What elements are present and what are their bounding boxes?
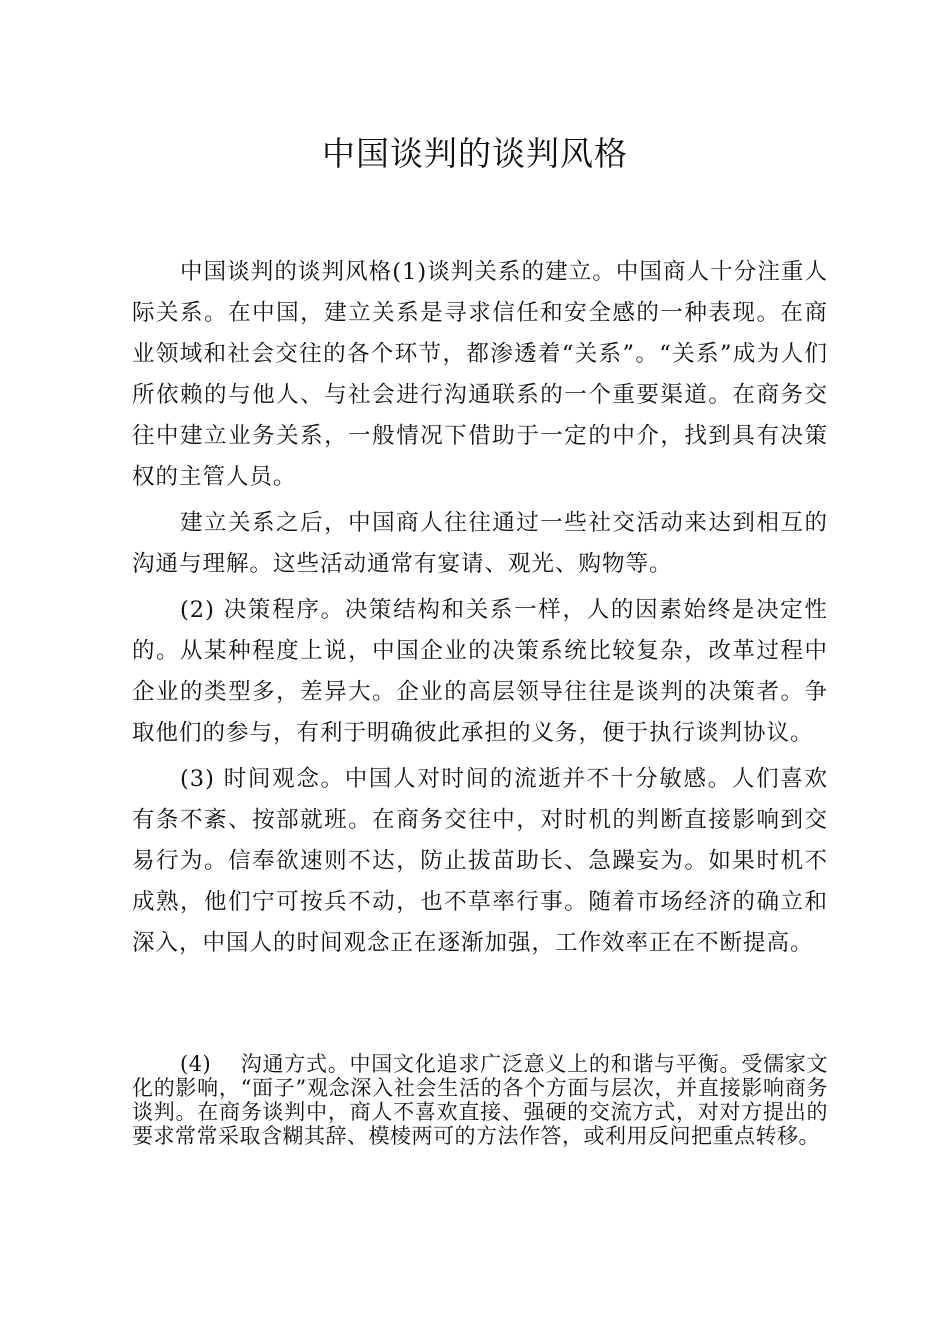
paragraph-time-concept: (3) 时间观念。中国人对时间的流逝并不十分敏感。人们喜欢有条不紊、按部就班。在商务交往中，对时机的判断直接影响到交易行为。信奉欲速则不达，防止拔苗助长、急躁妄为。如果时机不成熟，他们宁可按兵不动，也不草率行事。随着市场经济的确立和深入，中国人的时间观念正在逐渐加强，工作效率正在不断提高。: [132, 766, 828, 956]
document-body: [132, 252, 828, 964]
document-title: 中国谈判的谈判风格: [322, 134, 628, 173]
paragraph-decision-process: (2) 决策程序。决策结构和关系一样，人的因素始终是决定性的。从某种程度上说，中国企业的决策系统比较复杂，改革过程中企业的类型多，差异大。企业的高层领导往往是谈判的决策者。争取他们的参与，有利于明确彼此承担的义务，便于执行谈判协议。: [132, 597, 828, 746]
paragraph-social-activities: 建立关系之后，中国商人往往通过一些社交活动来达到相互的沟通与理解。这些活动通常有宴请、观光、购物等。: [132, 510, 828, 577]
paragraph-communication-style: (4) 沟通方式。中国文化追求广泛意义上的和谐与平衡。受儒家文化的影响，“面子”观念深入社会生活的各个方面与层次，并直接影响商务谈判。在商务谈判中，商人不喜欢直接、强硬的交流方式，对对方提出的要求常常采取含糊其辞、模棱两可的方法作答，或利用反问把重点转移。: [132, 1052, 828, 1148]
paragraph-relationship: 中国谈判的谈判风格(1)谈判关系的建立。中国商人十分注重人际关系。在中国，建立关系是寻求信任和安全感的一种表现。在商业领域和社会交往的各个环节，都渗透着“关系”。“关系”成为人们所依赖的与他人、与社会进行沟通联系的一个重要渠道。在商务交往中建立业务关系，一般情况下借助于一定的中介，找到具有决策权的主管人员。: [132, 259, 828, 490]
